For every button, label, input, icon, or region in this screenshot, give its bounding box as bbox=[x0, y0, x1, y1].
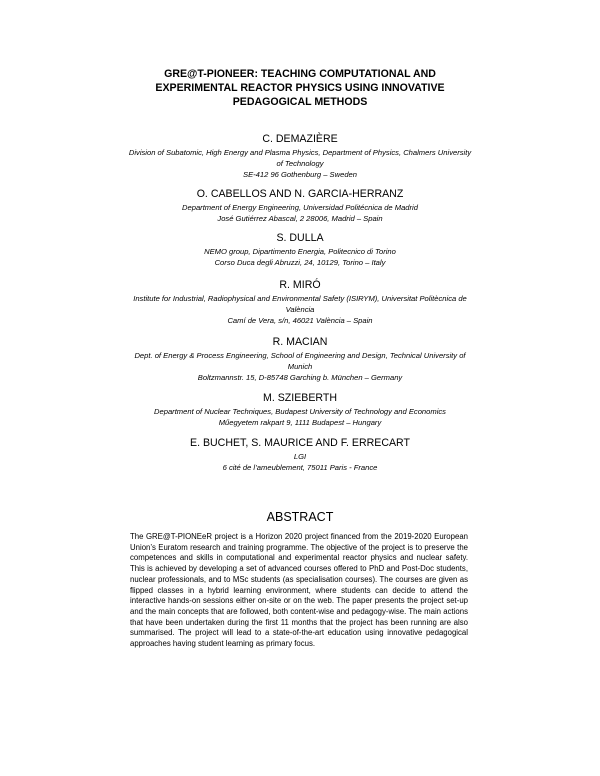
author-block-buchet-maurice-errecart bbox=[40, 436, 560, 474]
affiliation-line: Department of Energy Engineering, Universidad Politécnica de Madrid bbox=[182, 203, 418, 212]
affiliation-line: València bbox=[285, 304, 315, 314]
affiliation-line: SE-412 96 Gothenburg – Sweden bbox=[243, 169, 357, 179]
affiliation-line: Department of Nuclear Techniques, Budapest University of Technology and Economics bbox=[154, 407, 446, 416]
author-name: R. MIRÓ bbox=[279, 279, 321, 291]
author-block-macian bbox=[40, 335, 560, 383]
author-block-cabellos-garcia-herranz bbox=[40, 187, 560, 225]
affiliation-line: Munich bbox=[287, 361, 313, 371]
title-line: GRE@T-PIONEER: TEACHING COMPUTATIONAL AND bbox=[164, 68, 436, 80]
author-name: C. DEMAZIÈRE bbox=[262, 133, 338, 145]
affiliation-line: Boltzmannstr. 15, D-85748 Garching b. München – Germany bbox=[197, 372, 403, 382]
abstract-heading: ABSTRACT bbox=[266, 510, 334, 524]
affiliation-line: Camí de Vera, s/n, 46021 València – Spain bbox=[227, 315, 373, 325]
author-block-demaziere bbox=[40, 132, 560, 180]
author-block-szieberth bbox=[40, 391, 560, 429]
affiliation-line: NEMO group, Dipartimento Energia, Politecnico di Torino bbox=[204, 247, 396, 256]
affiliation-line: 6 cité de l’ameublement, 75011 Paris - France bbox=[222, 462, 378, 472]
paper-title bbox=[90, 67, 510, 109]
affiliation-line: Dept. of Energy & Process Engineering, School of Engineering and Design, Technical University of bbox=[134, 351, 466, 360]
affiliation-line: Corso Duca degli Abruzzi, 24, 10129, Torino – Italy bbox=[214, 257, 386, 267]
affiliation-line: Institute for Industrial, Radiophysical and Environmental Safety (ISIRYM), Universitat Politècnica de bbox=[133, 294, 467, 303]
author-block-dulla bbox=[40, 231, 560, 269]
affiliation-line: Division of Subatomic, High Energy and Plasma Physics, Department of Physics, Chalmers University bbox=[128, 148, 472, 157]
affiliation-line: José Gutiérrez Abascal, 2 28006, Madrid – Spain bbox=[217, 213, 383, 223]
affiliation-line: of Technology bbox=[276, 158, 324, 168]
author-name: M. SZIEBERTH bbox=[263, 392, 337, 404]
title-line: EXPERIMENTAL REACTOR PHYSICS USING INNOVATIVE bbox=[155, 82, 445, 94]
author-block-miro bbox=[40, 278, 560, 326]
author-name: S. DULLA bbox=[276, 232, 324, 244]
title-line: PEDAGOGICAL METHODS bbox=[232, 96, 368, 108]
affiliation-line: Műegyetem rakpart 9, 1111 Budapest – Hungary bbox=[218, 417, 382, 427]
author-name: O. CABELLOS AND N. GARCIA-HERRANZ bbox=[196, 188, 404, 200]
abstract-text: The GRE@T-PIONEeR project is a Horizon 2020 project financed from the 2019-2020 European Union’s Euratom research and training programme. The objective of the project is to preserve the competences and skills in computational and experimental reactor physics and nuclear safety. This is achieved by developing a set of advanced courses offered to PhD and Post-Doc students, nuclear professionals, and to MSc students (as specialisation courses). The courses are given as flipped classes in a hybrid learning environment, where students can decide to attend the interactive hands-on sessions either on-site or on the web. The paper presents the project set-up and the main concepts that are followed, both content-wise and pedagogy-wise. The main actions that have been undertaken during the first 11 months that the project has been running are also summarised. The project will lead to a state-of-the-art education using innovative pedagogical approaches having student learning as primary focus. bbox=[130, 532, 468, 649]
author-name: E. BUCHET, S. MAURICE AND F. ERRECART bbox=[190, 437, 410, 449]
author-name: R. MACIAN bbox=[272, 336, 328, 348]
affiliation-line: LGI bbox=[293, 452, 307, 461]
